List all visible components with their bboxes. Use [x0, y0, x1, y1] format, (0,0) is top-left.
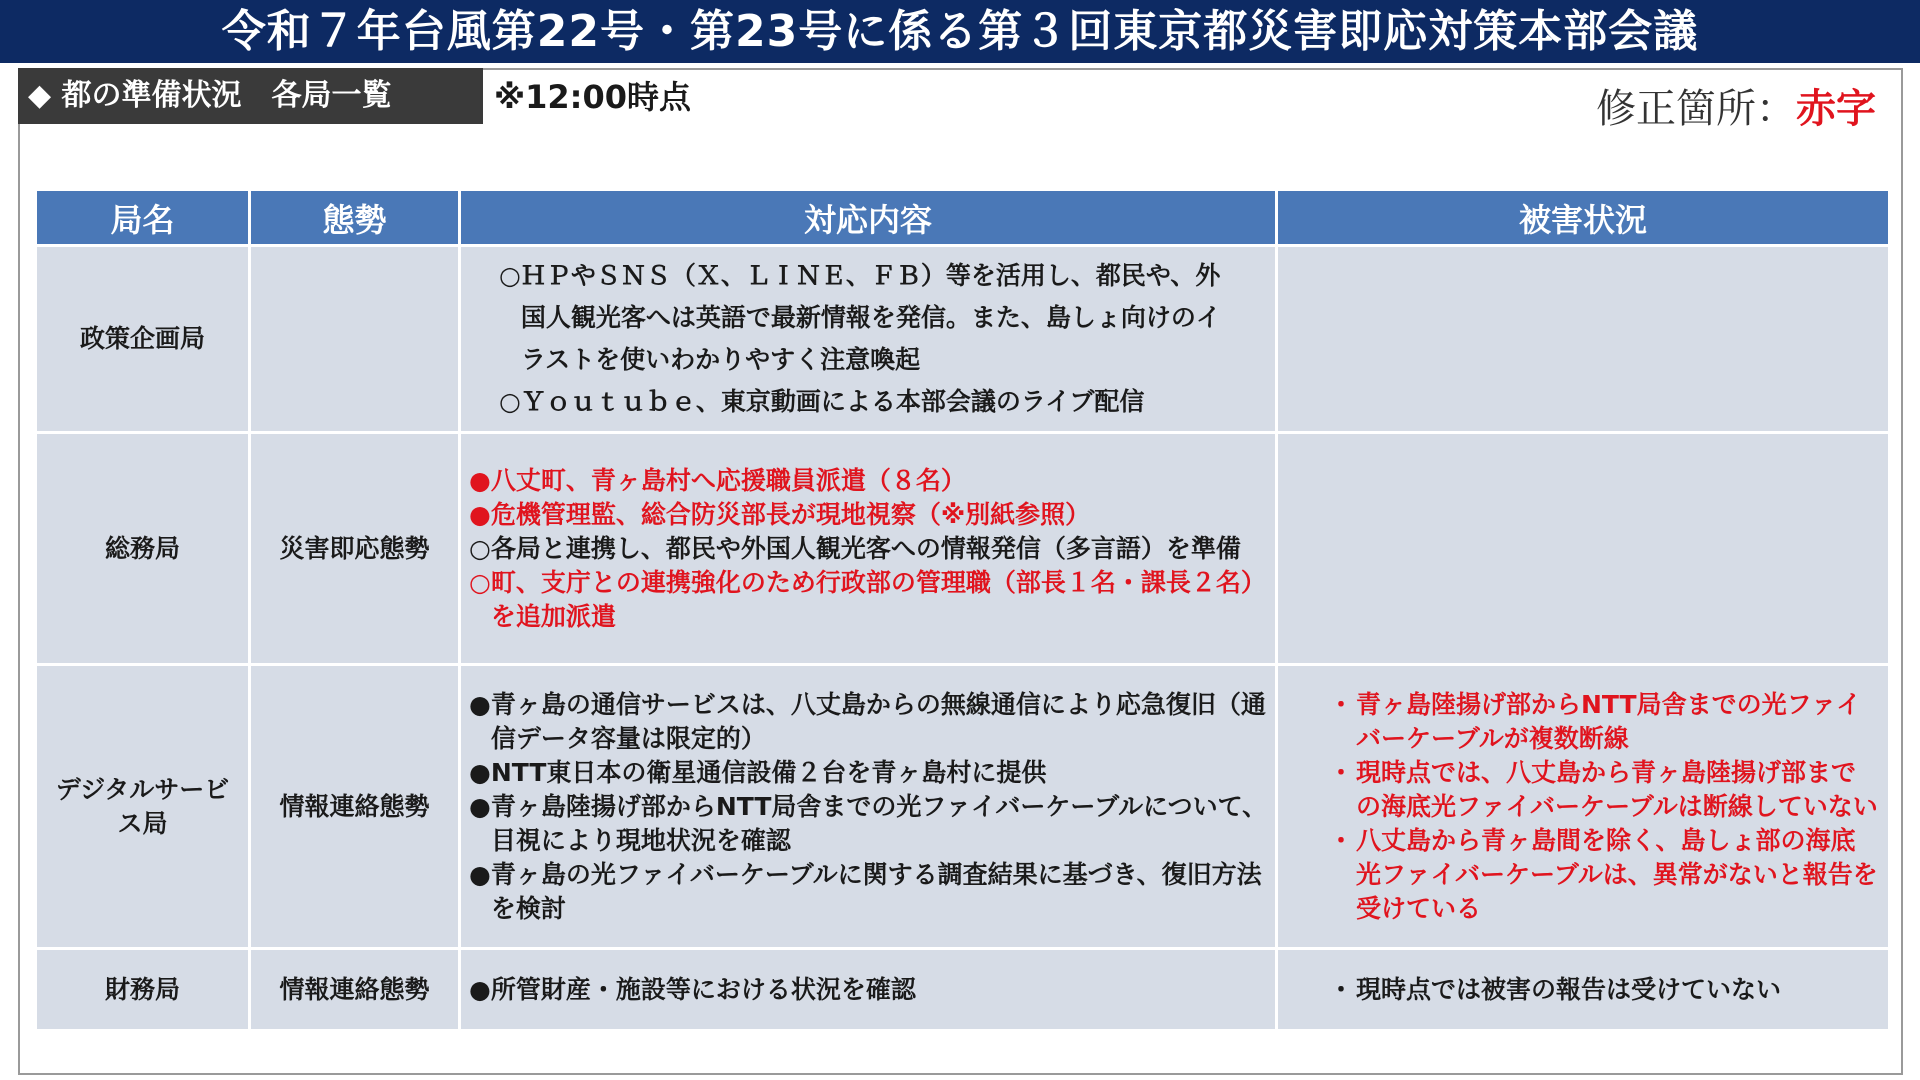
bullet-mark: ○ — [469, 567, 491, 597]
correction-label: 修正箇所： — [1596, 86, 1796, 132]
bullet-mark: ● — [469, 974, 491, 1004]
content-text: 青ヶ島の光ファイバーケーブルに関する調査結果に基づき、復旧方法を検討 — [490, 859, 1262, 923]
bullet-mark: ・ — [1328, 689, 1354, 719]
content-text: 青ヶ島陸揚げ部からNTT局舎までの光ファイバーケーブルについて、目視により現地状況を確認 — [490, 791, 1268, 855]
section-tag: ◆ 都の準備状況 各局一覧 — [18, 68, 483, 124]
content-item — [469, 498, 1269, 532]
bullet-mark: ● — [469, 465, 491, 495]
table-header-row — [36, 190, 1890, 246]
table-row — [36, 949, 1890, 1031]
table-row — [36, 665, 1890, 949]
dept-cell: 総務局 — [36, 433, 250, 665]
content-item — [469, 381, 1269, 423]
damage-cell — [1277, 949, 1890, 1031]
correction-value: 赤字 — [1796, 86, 1876, 132]
stance-cell: 災害即応態勢 — [250, 433, 460, 665]
content-item — [469, 858, 1269, 926]
correction-legend — [1596, 84, 1876, 134]
header-content: 対応内容 — [460, 190, 1277, 246]
damage-cell — [1277, 665, 1890, 949]
content-item — [469, 688, 1269, 756]
content-text: Ｙｏｕｔｕｂｅ、東京動画による本部会議のライブ配信 — [520, 387, 1145, 416]
bullet-mark: ● — [469, 859, 491, 889]
content-text: NTT東日本の衛星通信設備２台を青ヶ島村に提供 — [490, 757, 1047, 787]
dept-cell: 政策企画局 — [36, 246, 250, 433]
content-text: 危機管理監、総合防災部長が現地視察（※別紙参照） — [490, 499, 1091, 529]
content-cell — [460, 246, 1277, 433]
content-text: 所管財産・施設等における状況を確認 — [490, 974, 916, 1004]
damage-item — [1326, 756, 1878, 824]
time-note: ※12:00時点 — [494, 78, 691, 116]
damage-item — [1326, 973, 1878, 1007]
bullet-mark: ● — [469, 757, 491, 787]
content-cell — [460, 665, 1277, 949]
bullet-mark: ● — [469, 499, 491, 529]
bullet-mark: ・ — [1328, 757, 1354, 787]
content-text: 各局と連携し、都民や外国人観光客への情報発信（多言語）を準備 — [490, 533, 1241, 563]
damage-text: 現時点では、八丈島から青ヶ島陸揚げ部までの海底光ファイバーケーブルは断線していない — [1356, 757, 1878, 821]
damage-item — [1326, 688, 1878, 756]
damage-cell — [1277, 433, 1890, 665]
content-text: ＨＰやＳＮＳ（Ｘ、ＬＩＮＥ、ＦＢ）等を活用し、都民や、外国人観光客へは英語で最新情報を発信。また、島しょ向けのイラストを使いわかりやすく注意喚起 — [520, 261, 1221, 374]
content-item — [469, 566, 1269, 634]
page-title: 令和７年台風第22号・第23号に係る第３回東京都災害即応対策本部会議 — [0, 0, 1920, 63]
table-row — [36, 433, 1890, 665]
header-stance: 態勢 — [250, 190, 460, 246]
damage-text: 現時点では被害の報告は受けていない — [1356, 974, 1782, 1004]
stance-cell: 情報連絡態勢 — [250, 665, 460, 949]
content-item — [469, 464, 1269, 498]
content-item — [469, 756, 1269, 790]
bullet-mark: ○ — [499, 387, 521, 416]
content-item — [469, 532, 1269, 566]
bullet-mark: ● — [469, 689, 491, 719]
dept-cell: デジタルサービス局 — [36, 665, 250, 949]
bullet-mark: ・ — [1328, 974, 1354, 1004]
table-row — [36, 246, 1890, 433]
bullet-mark: ○ — [499, 261, 521, 290]
content-item — [469, 790, 1269, 858]
header-dept: 局名 — [36, 190, 250, 246]
damage-text: 八丈島から青ヶ島間を除く、島しょ部の海底光ファイバーケーブルは、異常がないと報告を受けている — [1356, 825, 1878, 923]
status-table — [34, 188, 1891, 1032]
dept-cell: 財務局 — [36, 949, 250, 1031]
bullet-mark: ● — [469, 791, 491, 821]
content-cell — [460, 433, 1277, 665]
content-text: 町、支庁との連携強化のため行政部の管理職（部長１名・課長２名）を追加派遣 — [490, 567, 1266, 631]
bullet-mark: ・ — [1328, 825, 1354, 855]
stance-cell — [250, 246, 460, 433]
damage-item — [1326, 824, 1878, 926]
content-item — [469, 973, 1269, 1007]
stance-cell: 情報連絡態勢 — [250, 949, 460, 1031]
content-item — [469, 255, 1269, 381]
content-cell — [460, 949, 1277, 1031]
bullet-mark: ○ — [469, 533, 491, 563]
content-text: 八丈町、青ヶ島村へ応援職員派遣（８名） — [490, 465, 966, 495]
damage-cell — [1277, 246, 1890, 433]
content-text: 青ヶ島の通信サービスは、八丈島からの無線通信により応急復旧（通信データ容量は限定的） — [490, 689, 1266, 753]
header-damage: 被害状況 — [1277, 190, 1890, 246]
damage-text: 青ヶ島陸揚げ部からNTT局舎までの光ファイバーケーブルが複数断線 — [1356, 689, 1862, 753]
